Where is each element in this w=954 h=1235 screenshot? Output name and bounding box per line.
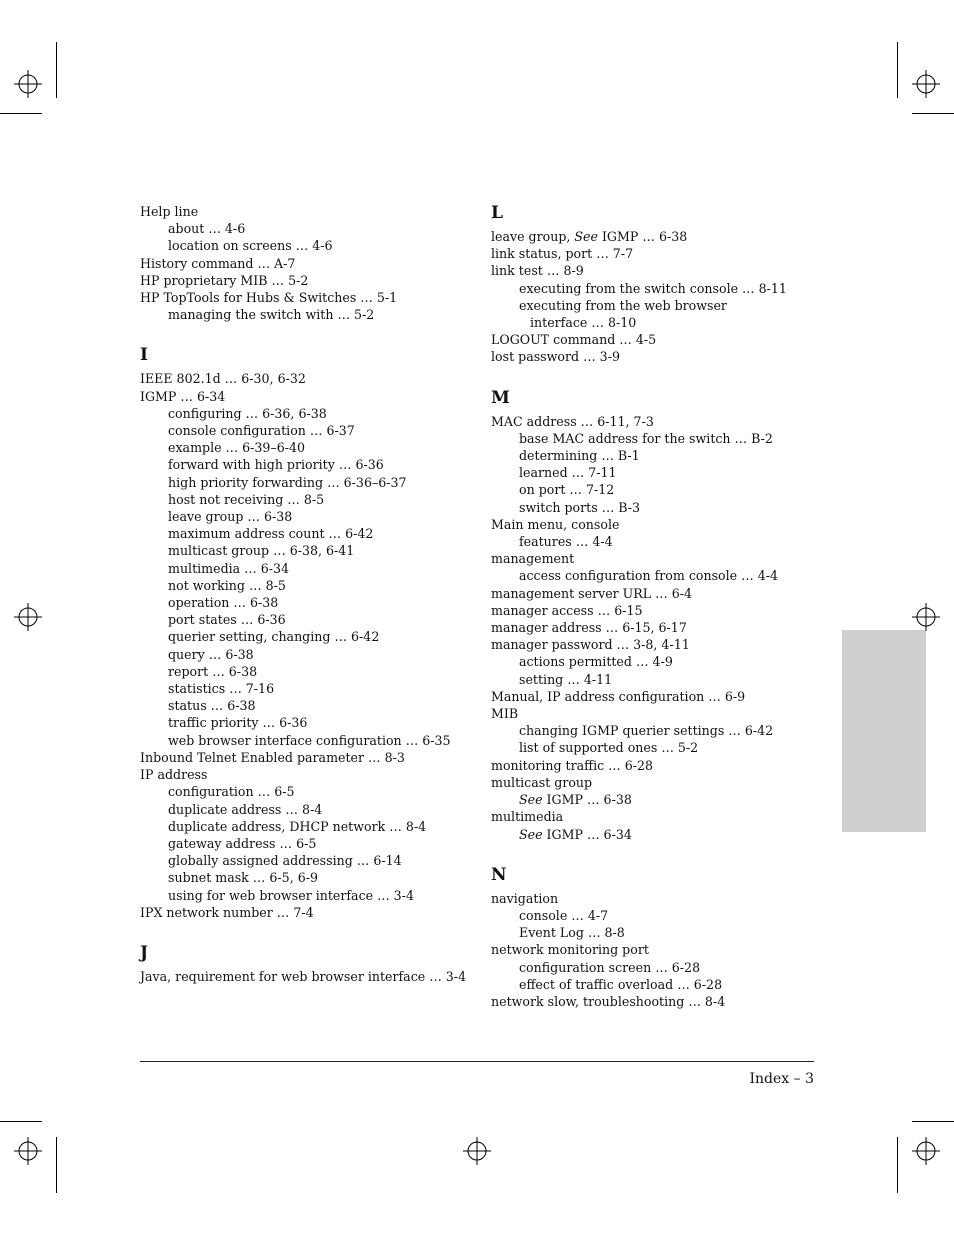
index-subentry: multimedia … 6-34 (168, 560, 290, 576)
index-entry: multicast group (491, 774, 593, 790)
index-entry: monitoring traffic … 6-28 (491, 757, 654, 773)
index-subentry: actions permitted … 4-9 (519, 654, 673, 670)
index-entry: IP address (140, 767, 208, 783)
index-subentry (491, 791, 811, 808)
index-entry: network monitoring port (491, 942, 649, 958)
index-subentry: effect of traffic overload … 6-28 (519, 976, 723, 992)
registration-mark-icon (463, 1137, 491, 1165)
index-subentry: statistics … 7-16 (168, 681, 275, 697)
index-subentry: operation … 6-38 (168, 595, 279, 611)
index-entry: MIB (491, 706, 519, 722)
crop-mark (897, 42, 898, 98)
index-entry: manager access … 6-15 (491, 602, 643, 618)
index-subentry: forward with high priority … 6-36 (168, 457, 384, 473)
index-subentry: gateway address … 6-5 (168, 835, 317, 851)
index-subentry: query … 6-38 (168, 646, 254, 662)
index-subentry: determining … B-1 (519, 448, 640, 464)
index-entry: Inbound Telnet Enabled parameter … 8-3 (140, 749, 405, 765)
index-entry: Java, requirement for web browser interface … 3-4 (140, 968, 467, 984)
index-subentry: high priority forwarding … 6-36–6-37 (168, 474, 407, 490)
index-subentry: maximum address count … 6-42 (168, 526, 374, 542)
registration-mark-icon (14, 70, 42, 98)
index-entry: Help line (140, 204, 199, 219)
index-subentry: example … 6-39–6-40 (168, 440, 306, 456)
index-subentry: learned … 7-11 (519, 465, 617, 481)
index-subentry: globally assigned addressing … 6-14 (168, 853, 402, 869)
index-subentry: console configuration … 6-37 (168, 423, 355, 439)
index-subentry: duplicate address, DHCP network … 8-4 (168, 818, 427, 834)
registration-mark-icon (912, 603, 940, 631)
registration-mark-icon (912, 70, 940, 98)
index-letter-heading: J (140, 942, 149, 963)
index-subentry: Event Log … 8-8 (519, 925, 625, 941)
index-entry: HP TopTools for Hubs & Switches … 5-1 (140, 290, 398, 306)
index-entry: Manual, IP address configuration … 6-9 (491, 688, 746, 704)
index-subentry: features … 4-4 (519, 534, 613, 550)
index-subentry: changing IGMP querier settings … 6-42 (519, 723, 774, 739)
index-letter-heading: L (491, 203, 503, 223)
crop-mark (897, 1137, 898, 1193)
index-subentry: base MAC address for the switch … B-2 (519, 430, 773, 446)
index-entry: manager password … 3-8, 4-11 (491, 637, 690, 653)
crop-mark (56, 42, 57, 98)
index-subentry: querier setting, changing … 6-42 (168, 629, 380, 645)
index-subentry: leave group … 6-38 (168, 509, 293, 525)
index-subentry: location on screens … 4-6 (168, 238, 333, 254)
registration-mark-icon (14, 1137, 42, 1165)
index-subentry: interface … 8-10 (530, 315, 637, 331)
index-subentry: executing from the web browser (519, 297, 727, 313)
index-entry (491, 228, 811, 245)
index-subentry: using for web browser interface … 3-4 (168, 887, 414, 903)
index-subentry: console … 4-7 (519, 907, 609, 923)
registration-mark-icon (14, 603, 42, 631)
index-letter-heading: I (140, 345, 148, 366)
index-subentry: setting … 4-11 (519, 671, 613, 687)
index-entry: LOGOUT command … 4-5 (491, 332, 657, 348)
crop-mark (0, 1121, 42, 1122)
index-subentry: report … 6-38 (168, 663, 258, 679)
crop-mark (0, 113, 42, 114)
index-entry: network slow, troubleshooting … 8-4 (491, 993, 726, 1009)
index-entry: navigation (491, 890, 559, 906)
index-subentry: configuration … 6-5 (168, 784, 295, 800)
index-subentry: access configuration from console … 4-4 (519, 568, 778, 584)
entry-text: IGMP … 6-34 (542, 826, 632, 842)
index-subentry: multicast group … 6-38, 6-41 (168, 543, 355, 559)
index-entry: MAC address … 6-11, 7-3 (491, 413, 654, 429)
page-number: Index – 3 (749, 1071, 814, 1087)
see-reference: See (519, 792, 543, 808)
index-entry: IPX network number … 7-4 (140, 904, 314, 920)
index-subentry: executing from the switch console … 8-11 (519, 280, 787, 296)
index-subentry: duplicate address … 8-4 (168, 801, 323, 817)
index-subentry: port states … 6-36 (168, 612, 286, 628)
registration-mark-icon (912, 1137, 940, 1165)
index-subentry: not working … 8-5 (168, 577, 286, 593)
index-column-right (491, 203, 811, 1010)
index-entry: History command … A-7 (140, 255, 296, 271)
index-subentry: traffic priority … 6-36 (168, 715, 308, 731)
index-entry: multimedia (491, 809, 564, 825)
index-letter-heading: M (491, 387, 510, 408)
see-reference: See (574, 229, 598, 244)
index-subentry: configuration screen … 6-28 (519, 959, 701, 975)
index-entry: HP proprietary MIB … 5-2 (140, 272, 309, 288)
section-thumb-tab (842, 630, 926, 832)
entry-text: IGMP … 6-38 (597, 229, 688, 244)
index-entry: link test … 8-9 (491, 263, 584, 279)
index-subentry: list of supported ones … 5-2 (519, 740, 699, 756)
index-entry: management (491, 551, 575, 567)
index-entry: IEEE 802.1d … 6-30, 6-32 (140, 371, 306, 387)
footer-rule (140, 1061, 814, 1062)
index-entry: management server URL … 6-4 (491, 585, 693, 601)
entry-prefix: leave group, (491, 229, 575, 244)
index-subentry: status … 6-38 (168, 698, 256, 714)
index-subentry: host not receiving … 8-5 (168, 491, 325, 507)
index-letter-heading: N (491, 864, 507, 885)
crop-mark (912, 1121, 954, 1122)
see-reference: See (519, 826, 543, 842)
index-entry: IGMP … 6-34 (140, 388, 226, 404)
index-entry: link status, port … 7-7 (491, 246, 634, 262)
index-subentry: configuring … 6-36, 6-38 (168, 405, 327, 421)
index-subentry (491, 826, 811, 843)
index-column-left (140, 203, 480, 985)
index-entry: Main menu, console (491, 516, 620, 532)
crop-mark (912, 113, 954, 114)
index-subentry: switch ports … B-3 (519, 499, 641, 515)
index-subentry: web browser interface configuration … 6-35 (168, 732, 451, 748)
index-entry: lost password … 3-9 (491, 349, 620, 365)
index-subentry: subnet mask … 6-5, 6-9 (168, 870, 318, 886)
index-entry: manager address … 6-15, 6-17 (491, 620, 687, 636)
index-subentry: on port … 7-12 (519, 482, 615, 498)
entry-text: IGMP … 6-38 (542, 792, 632, 808)
index-subentry: managing the switch with … 5-2 (168, 307, 375, 323)
crop-mark (56, 1137, 57, 1193)
index-subentry: about … 4-6 (168, 221, 246, 237)
